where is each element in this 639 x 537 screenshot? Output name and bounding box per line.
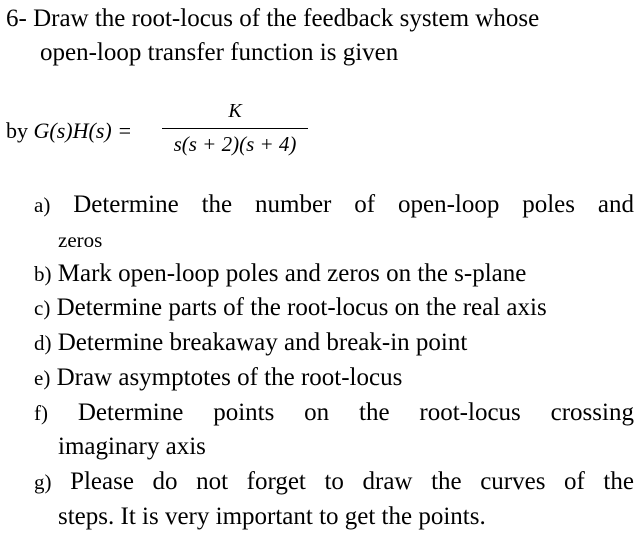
item-b-marker: b) [34,262,52,286]
item-e-text: Draw asymptotes of the root-locus [56,364,403,391]
item-d-marker: d) [34,331,52,355]
item-b [34,259,526,289]
item-g [34,467,634,497]
item-a-word: of [354,191,376,218]
item-a-word: poles [522,191,575,218]
item-c-text: Determine parts of the root-locus on the real axis [56,294,547,321]
item-f-word: on [304,399,330,426]
item-d [34,328,467,358]
item-a-continuation: zeros [58,228,103,252]
item-g-word: draw [362,468,413,495]
item-g-word: the [603,468,634,495]
item-f-word: crossing [550,399,634,426]
item-d-text: Determine breakaway and break-in point [57,329,468,356]
item-f-continuation: imaginary axis [58,433,206,460]
item-a-word: open-loop [397,191,500,218]
item-g-word: to [324,468,344,495]
item-a-word: number [255,191,332,218]
item-g-continuation: steps. It is very important to get the points. [58,503,486,530]
question-line-1: 6- Draw the root-locus of the feedback system whose [6,5,540,32]
item-f [34,398,634,428]
item-f-word: the [359,399,390,426]
question-line-2: open-loop transfer function is given [40,39,399,66]
transfer-function-denominator: s(s + 2)(s + 4) [173,132,297,156]
item-g-word: curves [480,468,546,495]
item-f-word: Determine [77,399,184,426]
item-a-marker: a) [34,193,51,217]
transfer-function-numerator: K [228,100,242,122]
item-e [34,363,402,393]
transfer-function-by: by [6,118,28,143]
item-g-word: the [431,468,462,495]
item-a-word: Determine [73,191,179,218]
transfer-function-prefix [6,118,132,144]
item-b-text: Mark open-loop poles and zeros on the s-plane [57,260,527,287]
item-c [34,293,547,323]
fraction-bar [162,128,308,129]
transfer-function-fraction [162,100,308,157]
transfer-function-label: G(s)H(s) = [33,118,133,143]
item-g-word: forget [246,468,306,495]
item-g-marker: g) [34,470,52,494]
item-f-marker: f) [34,401,48,425]
item-g-word: do [152,468,178,495]
item-a-word: and [597,191,634,218]
item-a-word: the [201,191,233,218]
item-c-marker: c) [34,296,51,320]
item-a [34,190,634,220]
item-g-word: not [196,468,229,495]
item-e-marker: e) [34,366,51,390]
item-g-word: Please [70,468,134,495]
item-f-word: root-locus [419,399,521,426]
item-f-word: points [213,399,275,426]
item-g-word: of [564,468,585,495]
